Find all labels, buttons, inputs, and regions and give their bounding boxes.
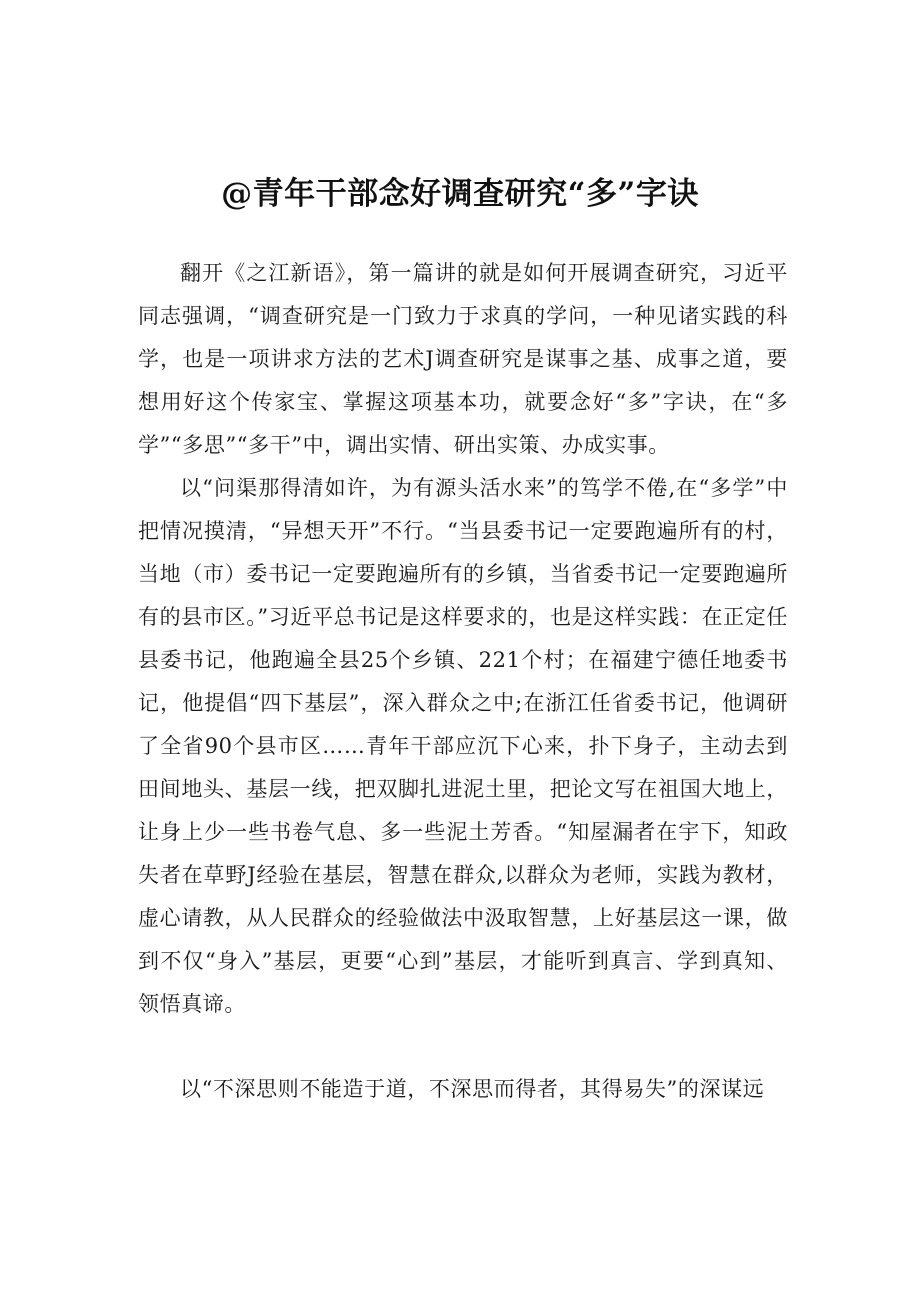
- page-title: @青年干部念好调查研究“多”字诀: [221, 175, 699, 212]
- paragraph-1: 翻开《之江新语》，第一篇讲的就是如何开展调查研究，习近平同志强调，“调查研究是一门致力于求真的学问，一种见诸实践的科学，也是一项讲求方法的艺术J调查研究是谋事之基、成事之道，要想用好这个传家宝、掌握这项基本功，就要念好“多”字诀，在“多学”“多思”“多干”中，调出实情、研出实策、办成实事。: [138, 261, 788, 457]
- paragraph-3: 以“不深思则不能造于道，不深思而得者，其得易失”的深谋远: [180, 1077, 765, 1101]
- paragraph-2: 以“问渠那得清如许，为有源头活水来”的笃学不倦,在“多学”中把情况摸清，“异想天开”不行。“当县委书记一定要跑遍所有的村，当地（市）委书记一定要跑遍所有的乡镇，当省委书记一定要跑遍所有的县市区。”习近平总书记是这样要求的，也是这样实践：在正定任县委书记，他跑遍全县25个乡镇、221个村；在福建宁德任地委书记，他提倡“四下基层”，深入群众之中;在浙江任省委书记，他调研了全省90个县市区……青年干部应沉下心来，扑下身子，主动去到田间地头、基层一线，把双脚扎进泥土里，把论文写在祖国大地上，让身上少一些书卷气息、多一些泥土芳香。“知屋漏者在宇下，知政失者在草野J经验在基层，智慧在群众,以群众为老师，实践为教材，虚心请教，从人民群众的经验做法中汲取智慧，上好基层这一课，做到不仅“身入”基层，更要“心到”基层，才能听到真言、学到真知、领悟真谛。: [138, 476, 788, 1016]
